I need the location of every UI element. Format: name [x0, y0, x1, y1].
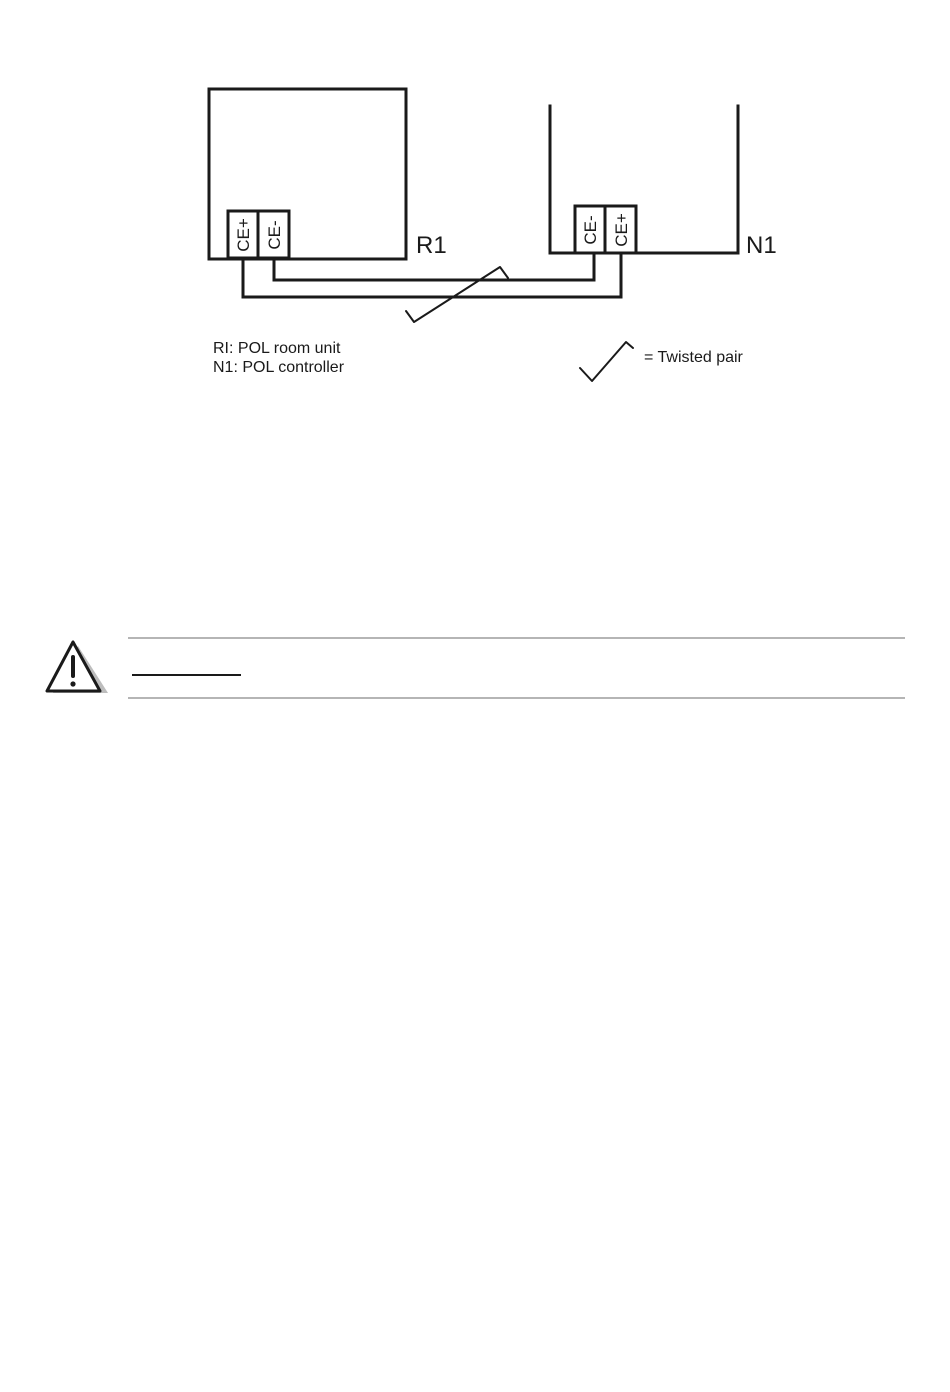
legend-line-n1: N1: POL controller — [213, 359, 345, 376]
n1-terminal-ce-minus: CE- — [581, 215, 600, 245]
r1-label: R1 — [416, 232, 447, 259]
r1-terminal-ce-plus: CE+ — [234, 218, 253, 252]
legend-twisted-pair: = Twisted pair — [644, 349, 743, 366]
warning-triangle-icon — [47, 642, 108, 693]
device-n1 — [550, 106, 777, 259]
r1-terminal-ce-minus: CE- — [265, 220, 284, 250]
twisted-pair-legend-icon — [580, 342, 633, 381]
n1-terminal-ce-plus: CE+ — [612, 213, 631, 247]
device-r1 — [209, 89, 447, 259]
legend-line-r1: RI: POL room unit — [213, 340, 341, 357]
twisted-pair-mark — [406, 267, 508, 322]
warning-block — [47, 638, 905, 698]
n1-label: N1 — [746, 232, 777, 259]
